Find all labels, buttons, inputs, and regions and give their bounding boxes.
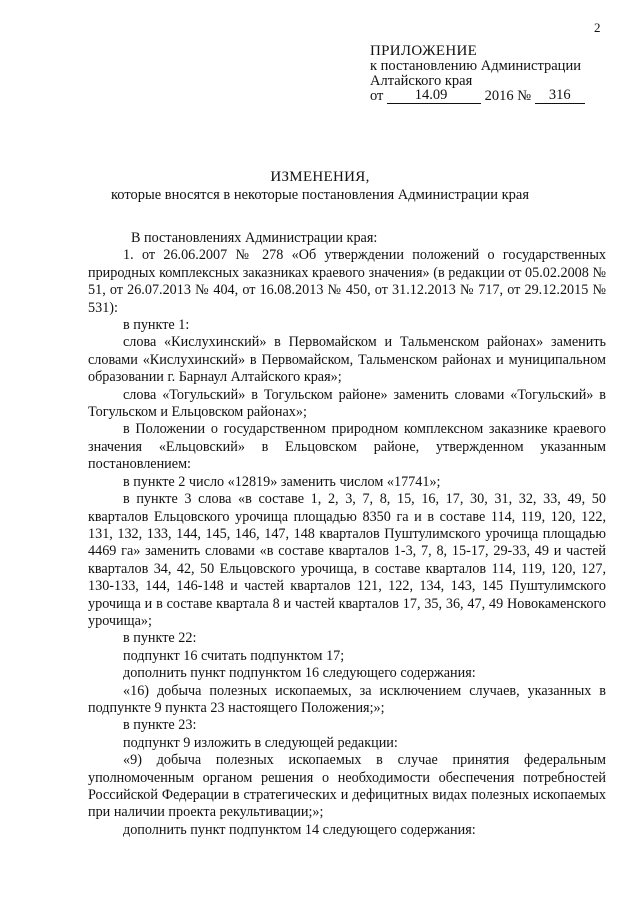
resolution-date: 14.09 <box>387 88 481 104</box>
paragraph: дополнить пункт подпунктом 16 следующего содержания: <box>123 665 476 682</box>
paragraph: В постановлениях Администрации края: <box>131 230 378 246</box>
paragraph: в пункте 3 слова «в составе 1, 2, 3, 7, 8, 15, 16, 17, 30, 31, 32, 33, 49, 50 кварталов Ельцовского урочища площадью 8350 га и в составе 114, 119, 120, 122, 131, 132, 133, 144, 145, 146, 147, 148 кварталов Пуштулимского урочища площадью 4469 га» заменить словами «в составе кварталов 1-3, 7, 8, 15-17, 29-33, 49 и частей кварталов 34, 42, 50 Ельцовского урочища, в составе кварталов 114, 119, 120, 127, 130-133, 144, 146-148 и частей кварталов 121, 122, 134, 143, 145 Пуштулимского урочища и в составе квартала 8 и частей кварталов 17, 35, 36, 47, 49 Новокаменского урочища»; <box>88 491 606 629</box>
document-body <box>88 230 606 839</box>
paragraph: в пункте 2 число «12819» заменить числом «17741»; <box>123 473 441 490</box>
appendix-date-line <box>370 89 630 105</box>
appendix-heading: ПРИЛОЖЕНИЕ <box>370 43 478 59</box>
paragraph: «16) добыча полезных ископаемых, за исключением случаев, указанных в подпункте 9 пункта 23 настоящего Положения;»; <box>88 682 606 716</box>
paragraph: слова «Тогульский» в Тогульском районе» заменить словами «Тогульский» в Тогульском и Ельцовском районах»; <box>88 386 606 421</box>
document-title: ИЗМЕНЕНИЯ, <box>270 169 370 185</box>
resolution-number: 316 <box>535 88 585 104</box>
paragraph: в Положении о государственном природном комплексном заказнике краевого значения «Ельцовский» в Ельцовском районе, утвержденном указанным постановлением: <box>88 421 606 473</box>
paragraph: в пункте 23: <box>123 717 197 734</box>
from-label: от <box>370 88 384 104</box>
document-subtitle: которые вносятся в некоторые постановления Администрации края <box>110 187 529 203</box>
paragraph: 1. от 26.06.2007 № 278 «Об утверждении положений о государственных природных комплексных заказниках краевого значения» (в редакции от 05.02.2008 № 51, от 26.07.2013 № 404, от 16.08.2013 № 450, от 31.12.2013 № 717, от 29.12.2015 № 531): <box>88 247 606 316</box>
appendix-line-3: Алтайского края <box>370 73 473 89</box>
paragraph: дополнить пункт подпунктом 14 следующего содержания: <box>123 821 476 838</box>
paragraph: «9) добыча полезных ископаемых в случае принятия федеральным уполномоченным органом решения о необходимости обеспечения потребностей Российской Федерации в стратегических и дефицитных видах полезных ископаемых при наличии проекта рекультивации;»; <box>88 752 606 821</box>
paragraph: подпункт 9 изложить в следующей редакции: <box>123 734 398 751</box>
year-label: 2016 № <box>484 88 532 104</box>
appendix-line-2: к постановлению Администрации <box>370 58 581 74</box>
appendix-block <box>370 44 630 105</box>
paragraph: в пункте 1: <box>123 317 190 334</box>
page-number: 2 <box>594 20 601 35</box>
paragraph: подпункт 16 считать подпунктом 17; <box>123 647 345 664</box>
paragraph: в пункте 22: <box>123 630 197 647</box>
paragraph: слова «Кислухинский» в Первомайском и Тальменском районах» заменить словами «Кислухинский» в Первомайском, Тальменском районах и муниципальном образовании г. Барнаул Алтайского края»; <box>88 334 606 386</box>
